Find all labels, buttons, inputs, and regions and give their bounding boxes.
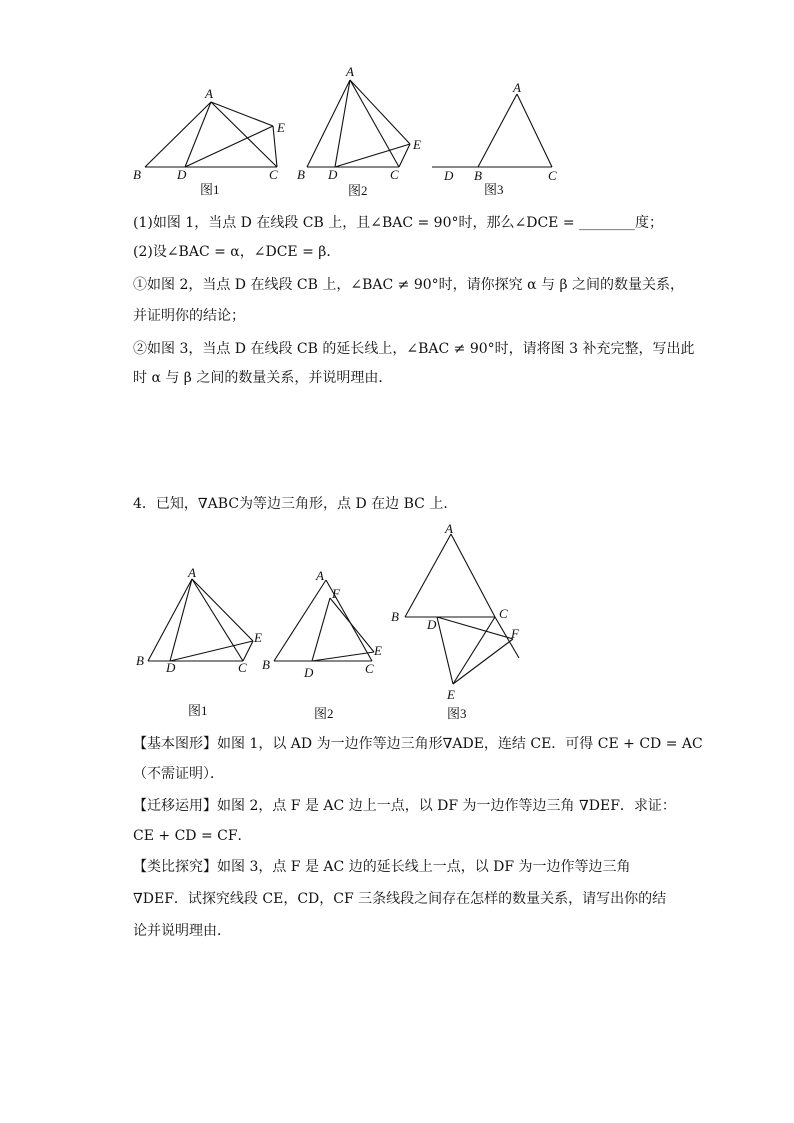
point-label-d: D [427,617,437,632]
basic-figure-note: （不需证明）． [133,766,224,782]
point-label-c: C [390,167,399,182]
point-label-a: A [188,565,196,580]
point-label-b: B [297,167,305,182]
point-label-a: A [316,568,324,583]
point-label-b: B [474,168,482,183]
figure-caption: 图1 [188,703,208,718]
point-label-f: F [511,626,519,641]
figure-caption: 图2 [314,706,334,721]
point-label-d: D [304,665,314,680]
point-label-e: E [374,643,382,658]
point-label-c: C [548,168,557,183]
point-label-a: A [346,64,354,79]
point-label-c: C [269,167,278,182]
basic-figure-text: 【基本图形】如图 1，以 AD 为一边作等边三角形∇ADE，连结 CE．可得 CE + CD = AC [133,736,703,752]
point-label-d: D [177,167,187,182]
point-label-b: B [136,653,144,668]
point-label-a: A [513,80,521,95]
transfer-text-cont: CE + CD = CF． [133,828,252,844]
p4-figure-2 [262,565,402,723]
point-label-b: B [391,609,399,624]
top-figure-2 [293,62,433,200]
question-2-part-1-cont: 并证明你的结论； [133,308,245,324]
question-2-part-2-cont: 时 α 与 β 之间的数量关系，并说明理由． [133,370,393,386]
figure-caption: 图1 [200,182,220,197]
point-label-e: E [277,120,285,135]
question-1: (1)如图 1，当点 D 在线段 CB 上，且∠BAC = 90°时，那么∠DCE = ________度； [133,215,664,231]
point-label-e: E [447,687,455,702]
transfer-text: 【迁移运用】如图 2，点 F 是 AC 边上一点，以 DF 为一边作等边三角 ∇DEF．求证： [133,798,676,814]
figure-caption: 图2 [348,183,368,198]
top-figure-1 [125,80,295,200]
point-label-d: D [328,167,338,182]
analogy-text: 【类比探究】如图 3，点 F 是 AC 边的延长线上一点，以 DF 为一边作等边三角 ∇DEF．试探究线段 CE，CD，CF 三条线段之间存在怎样的数量关系，请写出你的结论并说明理由． [133,859,667,939]
point-label-b: B [133,167,141,182]
problem-4-stem: 4．已知，∇ABC为等边三角形，点 D 在边 BC 上． [133,496,458,512]
point-label-e: E [254,630,262,645]
point-label-c: C [365,661,374,676]
point-label-f: F [332,586,340,601]
question-2-part-2: ②如图 3，当点 D 在线段 CB 的延长线上，∠BAC ≠ 90°时，请将图 3 补充完整，写出此 [133,341,695,357]
point-label-e: E [413,137,421,152]
question-2: (2)设∠BAC = α，∠DCE = β． [133,244,341,260]
p4-figure-1 [130,562,270,722]
point-label-d: D [444,168,454,183]
point-label-b: B [262,657,270,672]
top-figure-3 [428,80,568,200]
point-label-a: A [445,521,453,536]
point-label-c: C [499,606,508,621]
point-label-c: C [238,660,247,675]
point-label-a: A [205,86,213,101]
point-label-d: D [166,660,176,675]
figure-caption: 图3 [447,706,467,721]
p4-figure-3 [385,518,535,724]
question-2-part-1: ①如图 2，当点 D 在线段 CB 上，∠BAC ≠ 90°时，请你探究 α 与 β 之间的数量关系， [133,277,685,293]
figure-caption: 图3 [484,182,504,197]
